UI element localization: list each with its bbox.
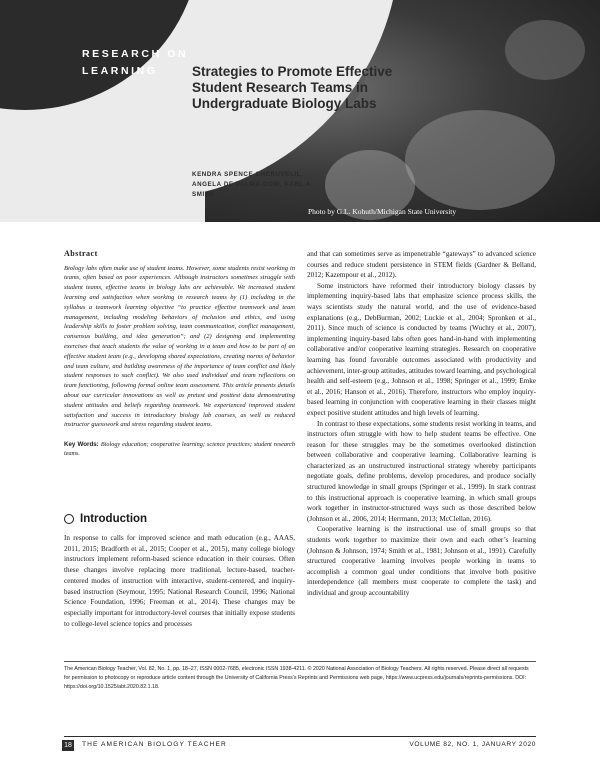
volume-info: VOLUME 82, NO. 1, JANUARY 2020 bbox=[409, 741, 536, 748]
article-header bbox=[0, 0, 600, 222]
intro-paragraph: In response to calls for improved science and math education (e.g., AAAS, 2011, 2015; Bradforth et al., 2015; Cooper et al., 2015), many college biology instructors implement reform-based science education in their courses. Often these changes involve replacing more traditional, lecture-based, teacher-centered modes of instruction with interactive, student-centered, and inquiry-based instruction (Seymour, 1995; National Research Council, 1996; National Science Foundation, 1996; Freeman et al., 2014). These changes may be especially important for introductory-level courses that initially expose students to college-level science topics and processes bbox=[64, 534, 295, 628]
article-authors: KENDRA SPENCE CHERUVELIL, ANGELA DE PALMA-DOW, KARL A. SMITH bbox=[192, 171, 314, 198]
paragraph-3: In contrast to these expectations, some students resist working in teams, and instructors often struggle with how to help student teams be effective. One reason for these struggles may be the sometimes overlooked distinction between collaborative and cooperative learning. Collaborative learning is characterized as an unstructured instructional strategy whereby participants negotiate goals, define problems, develop procedures, and produce socially structured knowledge in small groups (Springer et al., 1999). In stark contrast to this instructional approach is cooperative learning, in which small groups work together in instructor-structured ways such as those described below (Johnson et al., 2006, 2014; Herrmann, 2013; McClellan, 2016). bbox=[307, 419, 536, 523]
article-title: Strategies to Promote Effective Student Research Teams in Undergraduate Biology Labs bbox=[192, 64, 393, 111]
section-label: RESEARCH ON LEARNING bbox=[82, 48, 189, 77]
intro-heading: Introduction bbox=[80, 513, 148, 525]
abstract-text: Biology labs often make use of student teams. However, some students resist working in teams, often based on poor experiences. Although instructors sometimes struggle with student teams, effective teams in biology labs are achievable. We increased student learning and satisfaction when working in research teams by (1) including in the syllabus a teamwork learning objective “to practice effective teamwork and team management, including modeling behaviors of inclusion and ethics, and using leadership skills to foster problem solving, team communication, conflict management, consensus building, and idea generation”; and (2) designing and implementing exercises that teach students the value of working in a team and how to be part of an effective student team (e.g., developing shared expectations, creating norms of behavior and team culture, and building awareness of the importance of team conflict and likely student responses to such conflict). We also used individual and team reflections on team functioning, following formal online team assessment. This article presents details about our curricular innovations as well as pretest and posttest data demonstrating student attitudes and beliefs regarding teamwork. We experienced improved student satisfaction and success in introductory biology lab courses, as well as reduced instructor guesswork and stress regarding student teams. bbox=[64, 264, 295, 429]
paragraph-4: Cooperative learning is the instructional use of small groups so that students work together to maximize their own and each other’s learning (Johnson & Johnson, 1974; Smith et al., 1981; Johnson et al., 1991). Carefully structured cooperative learning involves people working in teams to accomplish a common goal under conditions that involve both positive interdependence (all members must cooperate to complete the task) and individual and group accountability bbox=[307, 525, 536, 597]
keywords-text: Biology education; cooperative learning; science practices; student research teams. bbox=[64, 441, 295, 458]
footnote: The American Biology Teacher, Vol. 82, No. 1, pp. 18–27, ISSN 0002-7685, electronic ISSN 1938-4211. © 2020 National Association of Biology Teachers. All rights reserved. Please direct all requests for permission to photocopy or reproduce article content through the University of California Press’s Reprints and Permissions web page, https://www.ucpress.edu/journals/reprints-permissions. DOI: https://doi.org/10.1525/abt.2020.82.1.18. bbox=[64, 666, 529, 690]
paragraph-1: and that can sometimes serve as impenetrable “gateways” to advanced science courses and reduce student persistence in STEM fields (Gardner & Belland, 2012; Kazempour et al., 2012). bbox=[307, 250, 536, 280]
section-bullet-icon bbox=[64, 514, 74, 524]
intro-heading-row bbox=[64, 513, 147, 525]
page-number: 18 bbox=[62, 740, 74, 751]
footnote-divider bbox=[64, 661, 536, 662]
photo-credit: Photo by G.L. Kohuth/Michigan State University bbox=[308, 207, 457, 216]
keywords bbox=[64, 440, 295, 458]
abstract-block bbox=[64, 249, 295, 458]
paragraph-2: Some instructors have reformed their introductory biology classes by implementing inquiry-based labs that emphasize science process skills, the ways scientists study the natural world, and the use of evidence-based explanations (e.g., DebBurman, 2002; Luckie et al., 2004; Spronken et al., 2011). Since much of science is conducted by teams (Wuchty et al., 2007), implementing inquiry-based labs often goes hand-in-hand with implementing collaborative and/or cooperative learning strategies. Research on cooperative learning has found favorable outcomes associated with productivity and achievement, inter-group attitudes, attitudes toward learning, and psychological health and self-esteem (e.g., Johnson et al., 1998; Springer et al., 1999; Emke et al., 2016; Hanson et al., 2016). Therefore, instructors who employ inquiry-based learning in conjunction with cooperative learning in their classes might expect positive student attitudes and high levels of learning. bbox=[307, 281, 536, 417]
footer-divider bbox=[64, 736, 536, 737]
keywords-label: Key Words: bbox=[64, 441, 99, 449]
journal-name: THE AMERICAN BIOLOGY TEACHER bbox=[82, 741, 227, 748]
abstract-heading: Abstract bbox=[64, 249, 98, 258]
right-column bbox=[307, 249, 536, 599]
